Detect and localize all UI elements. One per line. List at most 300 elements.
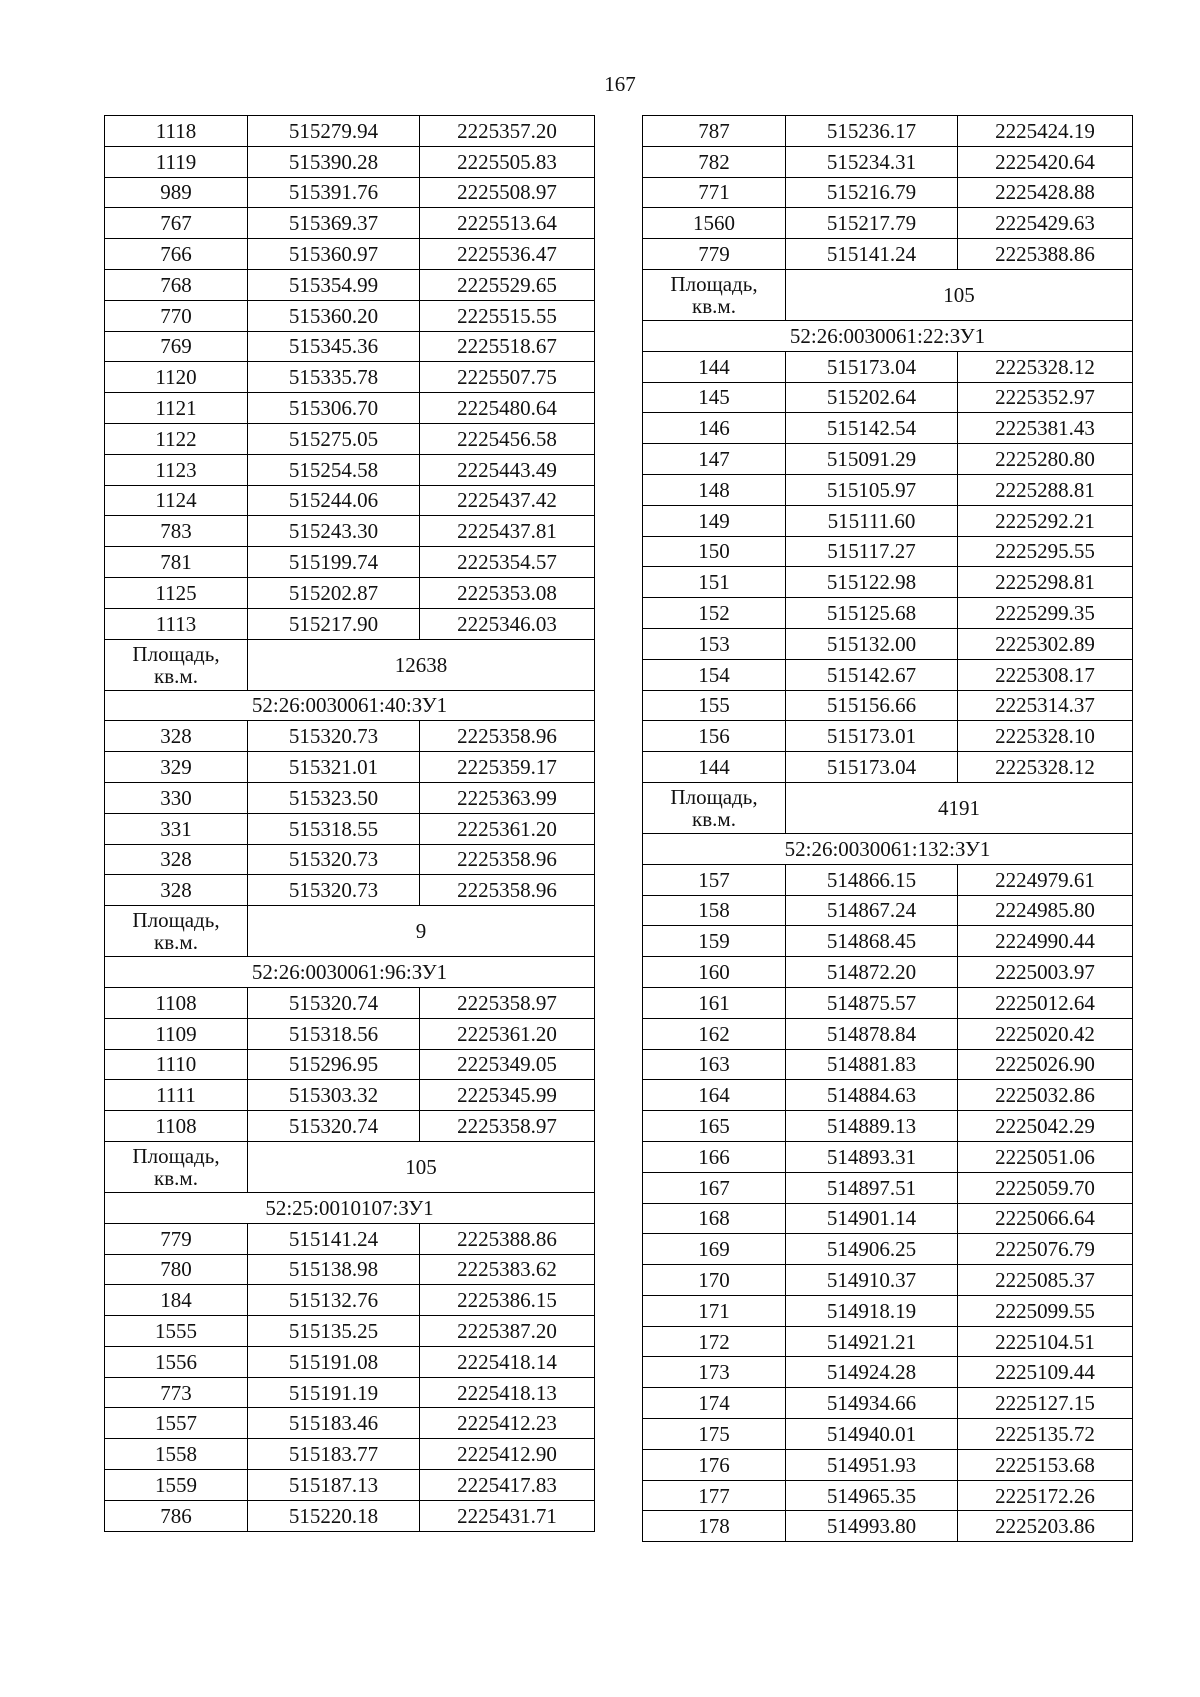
y-coordinate-cell: 2225357.20 xyxy=(420,116,595,147)
y-coordinate-cell: 2225066.64 xyxy=(958,1203,1133,1234)
table-row xyxy=(643,567,1133,598)
y-coordinate-cell: 2225443.49 xyxy=(420,454,595,485)
area-row xyxy=(105,906,595,957)
point-number-cell: 1555 xyxy=(105,1316,248,1347)
y-coordinate-cell: 2225359.17 xyxy=(420,752,595,783)
x-coordinate-cell: 514889.13 xyxy=(786,1111,958,1142)
point-number-cell: 164 xyxy=(643,1080,786,1111)
y-coordinate-cell: 2225358.96 xyxy=(420,844,595,875)
area-label-line2: кв.м. xyxy=(154,930,198,955)
table-row xyxy=(643,208,1133,239)
table-row xyxy=(105,577,595,608)
point-number-cell: 152 xyxy=(643,598,786,629)
area-value: 4191 xyxy=(786,782,1133,833)
y-coordinate-cell: 2225153.68 xyxy=(958,1449,1133,1480)
table-row xyxy=(105,1500,595,1531)
point-number-cell: 782 xyxy=(643,146,786,177)
y-coordinate-cell: 2225345.99 xyxy=(420,1080,595,1111)
point-number-cell: 146 xyxy=(643,413,786,444)
y-coordinate-cell: 2225418.13 xyxy=(420,1377,595,1408)
area-value: 12638 xyxy=(248,639,595,690)
table-row xyxy=(105,239,595,270)
x-coordinate-cell: 514866.15 xyxy=(786,864,958,895)
x-coordinate-cell: 514875.57 xyxy=(786,987,958,1018)
parcel-header-row xyxy=(105,690,595,721)
x-coordinate-cell: 514881.83 xyxy=(786,1049,958,1080)
x-coordinate-cell: 515173.04 xyxy=(786,752,958,783)
point-number-cell: 1559 xyxy=(105,1470,248,1501)
x-coordinate-cell: 515303.32 xyxy=(248,1080,420,1111)
x-coordinate-cell: 514918.19 xyxy=(786,1295,958,1326)
point-number-cell: 171 xyxy=(643,1295,786,1326)
point-number-cell: 1560 xyxy=(643,208,786,239)
y-coordinate-cell: 2225353.08 xyxy=(420,577,595,608)
point-number-cell: 787 xyxy=(643,116,786,147)
parcel-header-row xyxy=(105,957,595,988)
point-number-cell: 1111 xyxy=(105,1080,248,1111)
table-row xyxy=(643,690,1133,721)
x-coordinate-cell: 515141.24 xyxy=(248,1223,420,1254)
point-number-cell: 768 xyxy=(105,269,248,300)
y-coordinate-cell: 2225349.05 xyxy=(420,1049,595,1080)
y-coordinate-cell: 2225085.37 xyxy=(958,1265,1133,1296)
point-number-cell: 148 xyxy=(643,474,786,505)
x-coordinate-cell: 515345.36 xyxy=(248,331,420,362)
table-row xyxy=(643,957,1133,988)
point-number-cell: 329 xyxy=(105,752,248,783)
y-coordinate-cell: 2225412.23 xyxy=(420,1408,595,1439)
point-number-cell: 1109 xyxy=(105,1018,248,1049)
x-coordinate-cell: 514897.51 xyxy=(786,1172,958,1203)
point-number-cell: 328 xyxy=(105,721,248,752)
x-coordinate-cell: 515390.28 xyxy=(248,146,420,177)
table-row xyxy=(643,146,1133,177)
y-coordinate-cell: 2225363.99 xyxy=(420,782,595,813)
x-coordinate-cell: 515320.74 xyxy=(248,1111,420,1142)
x-coordinate-cell: 515236.17 xyxy=(786,116,958,147)
table-row xyxy=(643,351,1133,382)
point-number-cell: 150 xyxy=(643,536,786,567)
table-row xyxy=(105,1111,595,1142)
parcel-cadastral-number: 52:26:0030061:96:ЗУ1 xyxy=(105,957,595,988)
y-coordinate-cell: 2225381.43 xyxy=(958,413,1133,444)
table-row xyxy=(643,1480,1133,1511)
y-coordinate-cell: 2225104.51 xyxy=(958,1326,1133,1357)
point-number-cell: 780 xyxy=(105,1254,248,1285)
area-label-line1: Площадь, xyxy=(132,908,220,933)
point-number-cell: 168 xyxy=(643,1203,786,1234)
table-row xyxy=(643,1388,1133,1419)
point-number-cell: 166 xyxy=(643,1141,786,1172)
y-coordinate-cell: 2225361.20 xyxy=(420,813,595,844)
point-number-cell: 174 xyxy=(643,1388,786,1419)
x-coordinate-cell: 515122.98 xyxy=(786,567,958,598)
point-number-cell: 160 xyxy=(643,957,786,988)
table-row xyxy=(105,1018,595,1049)
x-coordinate-cell: 515105.97 xyxy=(786,474,958,505)
table-row xyxy=(643,1141,1133,1172)
table-row xyxy=(643,505,1133,536)
table-row xyxy=(643,1203,1133,1234)
table-row xyxy=(105,1223,595,1254)
y-coordinate-cell: 2225051.06 xyxy=(958,1141,1133,1172)
x-coordinate-cell: 515243.30 xyxy=(248,516,420,547)
parcel-cadastral-number: 52:26:0030061:132:ЗУ1 xyxy=(643,833,1133,864)
point-number-cell: 770 xyxy=(105,300,248,331)
table-row xyxy=(105,393,595,424)
page-number: 167 xyxy=(604,72,636,96)
point-number-cell: 154 xyxy=(643,659,786,690)
y-coordinate-cell: 2225003.97 xyxy=(958,957,1133,988)
area-value: 105 xyxy=(248,1141,595,1192)
y-coordinate-cell: 2225386.15 xyxy=(420,1285,595,1316)
table-row xyxy=(643,1326,1133,1357)
x-coordinate-cell: 515191.08 xyxy=(248,1346,420,1377)
area-label-line2: кв.м. xyxy=(154,1165,198,1190)
y-coordinate-cell: 2225418.14 xyxy=(420,1346,595,1377)
table-row xyxy=(643,413,1133,444)
table-row xyxy=(105,1377,595,1408)
y-coordinate-cell: 2225507.75 xyxy=(420,362,595,393)
table-row xyxy=(105,1346,595,1377)
x-coordinate-cell: 515391.76 xyxy=(248,177,420,208)
y-coordinate-cell: 2225513.64 xyxy=(420,208,595,239)
point-number-cell: 153 xyxy=(643,628,786,659)
x-coordinate-cell: 515217.79 xyxy=(786,208,958,239)
x-coordinate-cell: 514884.63 xyxy=(786,1080,958,1111)
point-number-cell: 184 xyxy=(105,1285,248,1316)
point-number-cell: 771 xyxy=(643,177,786,208)
table-row xyxy=(643,752,1133,783)
y-coordinate-cell: 2224979.61 xyxy=(958,864,1133,895)
point-number-cell: 779 xyxy=(643,239,786,270)
point-number-cell: 1113 xyxy=(105,608,248,639)
y-coordinate-cell: 2225456.58 xyxy=(420,423,595,454)
x-coordinate-cell: 515244.06 xyxy=(248,485,420,516)
table-row xyxy=(105,269,595,300)
y-coordinate-cell: 2225032.86 xyxy=(958,1080,1133,1111)
point-number-cell: 781 xyxy=(105,547,248,578)
parcel-header-row xyxy=(643,833,1133,864)
point-number-cell: 779 xyxy=(105,1223,248,1254)
y-coordinate-cell: 2225358.97 xyxy=(420,987,595,1018)
y-coordinate-cell: 2225358.97 xyxy=(420,1111,595,1142)
table-row xyxy=(643,1018,1133,1049)
table-row xyxy=(643,721,1133,752)
table-row xyxy=(643,987,1133,1018)
table-row xyxy=(105,454,595,485)
point-number-cell: 1120 xyxy=(105,362,248,393)
parcel-header-row xyxy=(643,320,1133,351)
y-coordinate-cell: 2225417.83 xyxy=(420,1470,595,1501)
y-coordinate-cell: 2225388.86 xyxy=(420,1223,595,1254)
y-coordinate-cell: 2225295.55 xyxy=(958,536,1133,567)
x-coordinate-cell: 514868.45 xyxy=(786,926,958,957)
area-row xyxy=(105,1141,595,1192)
y-coordinate-cell: 2225127.15 xyxy=(958,1388,1133,1419)
x-coordinate-cell: 515369.37 xyxy=(248,208,420,239)
parcel-cadastral-number: 52:26:0030061:40:ЗУ1 xyxy=(105,690,595,721)
table-row xyxy=(105,987,595,1018)
y-coordinate-cell: 2225099.55 xyxy=(958,1295,1133,1326)
x-coordinate-cell: 515320.74 xyxy=(248,987,420,1018)
area-label-line2: кв.м. xyxy=(692,806,736,831)
area-label xyxy=(105,906,248,957)
point-number-cell: 1108 xyxy=(105,1111,248,1142)
x-coordinate-cell: 515216.79 xyxy=(786,177,958,208)
x-coordinate-cell: 514951.93 xyxy=(786,1449,958,1480)
table-row xyxy=(105,608,595,639)
point-number-cell: 1119 xyxy=(105,146,248,177)
table-row xyxy=(643,1172,1133,1203)
point-number-cell: 328 xyxy=(105,844,248,875)
table-row xyxy=(643,239,1133,270)
y-coordinate-cell: 2225012.64 xyxy=(958,987,1133,1018)
area-label-line1: Площадь, xyxy=(132,641,220,666)
x-coordinate-cell: 515254.58 xyxy=(248,454,420,485)
y-coordinate-cell: 2225299.35 xyxy=(958,598,1133,629)
table-row xyxy=(105,547,595,578)
table-row xyxy=(105,300,595,331)
table-row xyxy=(105,813,595,844)
x-coordinate-cell: 514965.35 xyxy=(786,1480,958,1511)
table-row xyxy=(105,362,595,393)
x-coordinate-cell: 515320.73 xyxy=(248,844,420,875)
point-number-cell: 1556 xyxy=(105,1346,248,1377)
point-number-cell: 177 xyxy=(643,1480,786,1511)
x-coordinate-cell: 515318.56 xyxy=(248,1018,420,1049)
x-coordinate-cell: 515191.19 xyxy=(248,1377,420,1408)
y-coordinate-cell: 2225412.90 xyxy=(420,1439,595,1470)
point-number-cell: 165 xyxy=(643,1111,786,1142)
coordinates-table-left xyxy=(104,115,595,1532)
x-coordinate-cell: 515142.67 xyxy=(786,659,958,690)
point-number-cell: 147 xyxy=(643,444,786,475)
x-coordinate-cell: 515275.05 xyxy=(248,423,420,454)
table-row xyxy=(105,782,595,813)
x-coordinate-cell: 515117.27 xyxy=(786,536,958,567)
x-coordinate-cell: 515360.97 xyxy=(248,239,420,270)
table-row xyxy=(105,1254,595,1285)
x-coordinate-cell: 515132.00 xyxy=(786,628,958,659)
table-row xyxy=(643,895,1133,926)
area-row xyxy=(643,782,1133,833)
y-coordinate-cell: 2225515.55 xyxy=(420,300,595,331)
y-coordinate-cell: 2225352.97 xyxy=(958,382,1133,413)
table-row xyxy=(105,1470,595,1501)
point-number-cell: 149 xyxy=(643,505,786,536)
x-coordinate-cell: 515279.94 xyxy=(248,116,420,147)
x-coordinate-cell: 515125.68 xyxy=(786,598,958,629)
point-number-cell: 989 xyxy=(105,177,248,208)
parcel-cadastral-number: 52:26:0030061:22:ЗУ1 xyxy=(643,320,1133,351)
point-number-cell: 1108 xyxy=(105,987,248,1018)
point-number-cell: 158 xyxy=(643,895,786,926)
y-coordinate-cell: 2224985.80 xyxy=(958,895,1133,926)
parcel-cadastral-number: 52:25:0010107:ЗУ1 xyxy=(105,1192,595,1223)
table-row xyxy=(105,1316,595,1347)
table-row xyxy=(105,1080,595,1111)
y-coordinate-cell: 2225328.10 xyxy=(958,721,1133,752)
area-label-line1: Площадь, xyxy=(132,1143,220,1168)
x-coordinate-cell: 515335.78 xyxy=(248,362,420,393)
point-number-cell: 330 xyxy=(105,782,248,813)
x-coordinate-cell: 515217.90 xyxy=(248,608,420,639)
table-row xyxy=(105,208,595,239)
x-coordinate-cell: 515135.25 xyxy=(248,1316,420,1347)
y-coordinate-cell: 2225429.63 xyxy=(958,208,1133,239)
table-row xyxy=(643,926,1133,957)
point-number-cell: 151 xyxy=(643,567,786,598)
point-number-cell: 172 xyxy=(643,1326,786,1357)
y-coordinate-cell: 2225428.88 xyxy=(958,177,1133,208)
x-coordinate-cell: 515202.64 xyxy=(786,382,958,413)
y-coordinate-cell: 2225020.42 xyxy=(958,1018,1133,1049)
point-number-cell: 331 xyxy=(105,813,248,844)
x-coordinate-cell: 515306.70 xyxy=(248,393,420,424)
area-label-line2: кв.м. xyxy=(154,663,198,688)
y-coordinate-cell: 2225361.20 xyxy=(420,1018,595,1049)
x-coordinate-cell: 514872.20 xyxy=(786,957,958,988)
y-coordinate-cell: 2224990.44 xyxy=(958,926,1133,957)
y-coordinate-cell: 2225026.90 xyxy=(958,1049,1133,1080)
x-coordinate-cell: 515141.24 xyxy=(786,239,958,270)
point-number-cell: 156 xyxy=(643,721,786,752)
parcel-header-row xyxy=(105,1192,595,1223)
point-number-cell: 1558 xyxy=(105,1439,248,1470)
x-coordinate-cell: 515234.31 xyxy=(786,146,958,177)
table-row xyxy=(643,116,1133,147)
y-coordinate-cell: 2225431.71 xyxy=(420,1500,595,1531)
y-coordinate-cell: 2225288.81 xyxy=(958,474,1133,505)
table-row xyxy=(643,177,1133,208)
y-coordinate-cell: 2225424.19 xyxy=(958,116,1133,147)
x-coordinate-cell: 515199.74 xyxy=(248,547,420,578)
point-number-cell: 144 xyxy=(643,351,786,382)
point-number-cell: 1122 xyxy=(105,423,248,454)
x-coordinate-cell: 515173.04 xyxy=(786,351,958,382)
table-row xyxy=(105,146,595,177)
x-coordinate-cell: 514924.28 xyxy=(786,1357,958,1388)
y-coordinate-cell: 2225388.86 xyxy=(958,239,1133,270)
y-coordinate-cell: 2225437.42 xyxy=(420,485,595,516)
point-number-cell: 767 xyxy=(105,208,248,239)
point-number-cell: 766 xyxy=(105,239,248,270)
table-row xyxy=(643,1419,1133,1450)
table-row xyxy=(643,474,1133,505)
y-coordinate-cell: 2225536.47 xyxy=(420,239,595,270)
point-number-cell: 175 xyxy=(643,1419,786,1450)
y-coordinate-cell: 2225203.86 xyxy=(958,1511,1133,1542)
x-coordinate-cell: 515320.73 xyxy=(248,721,420,752)
x-coordinate-cell: 514940.01 xyxy=(786,1419,958,1450)
x-coordinate-cell: 514993.80 xyxy=(786,1511,958,1542)
y-coordinate-cell: 2225328.12 xyxy=(958,351,1133,382)
point-number-cell: 144 xyxy=(643,752,786,783)
area-label-line1: Площадь, xyxy=(670,271,758,296)
table-row xyxy=(643,628,1133,659)
x-coordinate-cell: 515142.54 xyxy=(786,413,958,444)
y-coordinate-cell: 2225387.20 xyxy=(420,1316,595,1347)
y-coordinate-cell: 2225346.03 xyxy=(420,608,595,639)
area-label xyxy=(643,269,786,320)
point-number-cell: 167 xyxy=(643,1172,786,1203)
y-coordinate-cell: 2225298.81 xyxy=(958,567,1133,598)
table-row xyxy=(643,659,1133,690)
point-number-cell: 176 xyxy=(643,1449,786,1480)
y-coordinate-cell: 2225328.12 xyxy=(958,752,1133,783)
table-row xyxy=(643,1234,1133,1265)
y-coordinate-cell: 2225076.79 xyxy=(958,1234,1133,1265)
x-coordinate-cell: 514867.24 xyxy=(786,895,958,926)
y-coordinate-cell: 2225505.83 xyxy=(420,146,595,177)
point-number-cell: 163 xyxy=(643,1049,786,1080)
x-coordinate-cell: 515183.46 xyxy=(248,1408,420,1439)
point-number-cell: 783 xyxy=(105,516,248,547)
table-row xyxy=(643,864,1133,895)
table-row xyxy=(643,382,1133,413)
x-coordinate-cell: 514934.66 xyxy=(786,1388,958,1419)
y-coordinate-cell: 2225308.17 xyxy=(958,659,1133,690)
y-coordinate-cell: 2225480.64 xyxy=(420,393,595,424)
y-coordinate-cell: 2225358.96 xyxy=(420,721,595,752)
area-label xyxy=(105,639,248,690)
table-row xyxy=(643,1111,1133,1142)
area-value: 9 xyxy=(248,906,595,957)
table-row xyxy=(105,1285,595,1316)
point-number-cell: 1557 xyxy=(105,1408,248,1439)
y-coordinate-cell: 2225383.62 xyxy=(420,1254,595,1285)
x-coordinate-cell: 515187.13 xyxy=(248,1470,420,1501)
point-number-cell: 155 xyxy=(643,690,786,721)
x-coordinate-cell: 515132.76 xyxy=(248,1285,420,1316)
x-coordinate-cell: 515323.50 xyxy=(248,782,420,813)
table-row xyxy=(105,177,595,208)
point-number-cell: 145 xyxy=(643,382,786,413)
point-number-cell: 786 xyxy=(105,1500,248,1531)
area-label-line1: Площадь, xyxy=(670,784,758,809)
x-coordinate-cell: 515173.01 xyxy=(786,721,958,752)
y-coordinate-cell: 2225314.37 xyxy=(958,690,1133,721)
table-row xyxy=(105,423,595,454)
table-row xyxy=(105,844,595,875)
point-number-cell: 1125 xyxy=(105,577,248,608)
table-row xyxy=(105,116,595,147)
x-coordinate-cell: 514893.31 xyxy=(786,1141,958,1172)
table-row xyxy=(643,1357,1133,1388)
y-coordinate-cell: 2225508.97 xyxy=(420,177,595,208)
table-row xyxy=(643,1511,1133,1542)
point-number-cell: 169 xyxy=(643,1234,786,1265)
table-row xyxy=(643,1295,1133,1326)
area-value: 105 xyxy=(786,269,1133,320)
point-number-cell: 162 xyxy=(643,1018,786,1049)
point-number-cell: 178 xyxy=(643,1511,786,1542)
table-row xyxy=(105,331,595,362)
coordinates-table-right xyxy=(642,115,1133,1542)
x-coordinate-cell: 515156.66 xyxy=(786,690,958,721)
point-number-cell: 1121 xyxy=(105,393,248,424)
point-number-cell: 173 xyxy=(643,1357,786,1388)
area-label-line2: кв.м. xyxy=(692,293,736,318)
area-row xyxy=(643,269,1133,320)
y-coordinate-cell: 2225280.80 xyxy=(958,444,1133,475)
x-coordinate-cell: 514878.84 xyxy=(786,1018,958,1049)
point-number-cell: 1110 xyxy=(105,1049,248,1080)
x-coordinate-cell: 515354.99 xyxy=(248,269,420,300)
point-number-cell: 769 xyxy=(105,331,248,362)
x-coordinate-cell: 514906.25 xyxy=(786,1234,958,1265)
